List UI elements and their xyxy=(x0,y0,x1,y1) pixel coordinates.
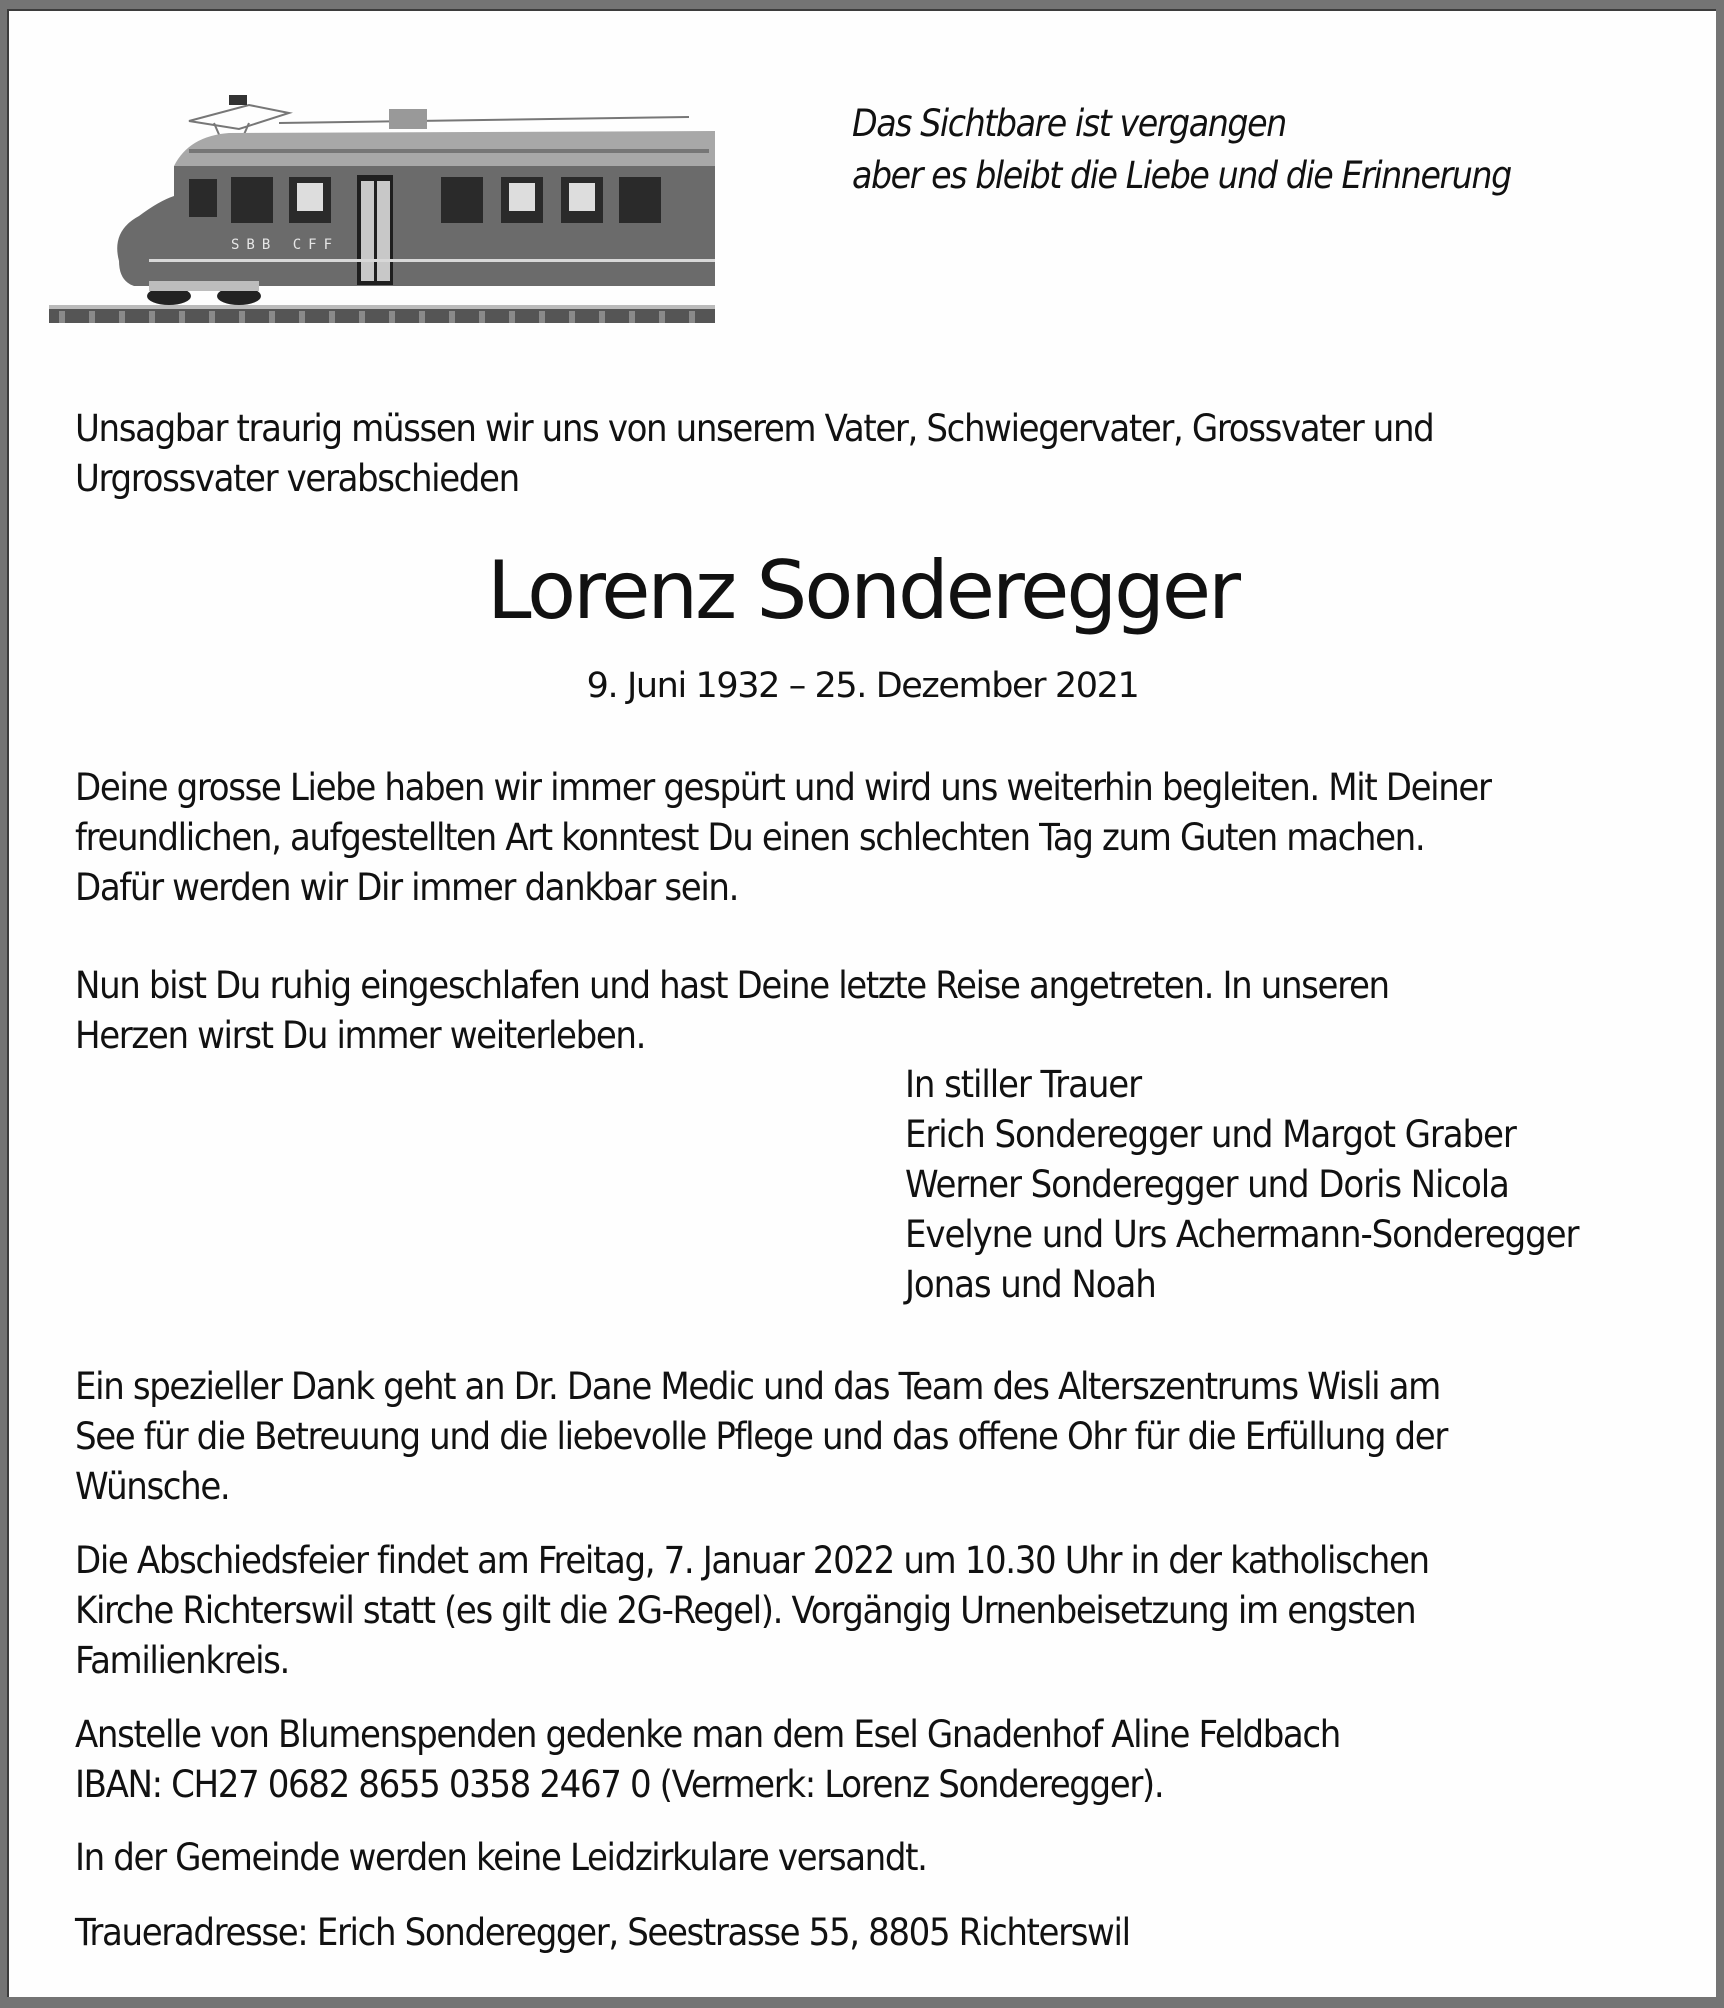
mourner-name: Werner Sonderegger und Doris Nicola xyxy=(905,1163,1509,1206)
paragraph-line: Herzen wirst Du immer weiterleben. xyxy=(75,1014,646,1057)
mourners-heading: In stiller Trauer xyxy=(905,1063,1142,1106)
mourners-list xyxy=(905,1060,1578,1310)
paragraph-line: Familienkreis. xyxy=(75,1639,289,1682)
intro-line: Unsagbar traurig müssen wir uns von unserem Vater, Schwiegervater, Grossvater und xyxy=(75,407,1434,450)
paragraph-line: In der Gemeinde werden keine Leidzirkulare versandt. xyxy=(75,1836,927,1879)
intro-line: Urgrossvater verabschieden xyxy=(75,457,519,500)
paragraph-line: Wünsche. xyxy=(75,1465,230,1508)
paragraph-line: Anstelle von Blumenspenden gedenke man dem Esel Gnadenhof Aline Feldbach xyxy=(75,1713,1340,1756)
deceased-name: Lorenz Sonderegger xyxy=(486,544,1239,637)
address-line: Traueradresse: Erich Sonderegger, Seestrasse 55, 8805 Richterswil xyxy=(75,1911,1130,1954)
motto-line: aber es bleibt die Liebe und die Erinnerung xyxy=(852,154,1511,197)
paragraph-line: Kirche Richterswil statt (es gilt die 2G-Regel). Vorgängig Urnenbeisetzung im engsten xyxy=(75,1589,1416,1632)
mourner-name: Evelyne und Urs Achermann-Sonderegger xyxy=(905,1213,1579,1256)
obituary-page xyxy=(7,9,1716,1997)
paragraph-love xyxy=(75,763,1491,913)
paragraph-ceremony xyxy=(75,1536,1429,1686)
iban-line: IBAN: CH27 0682 8655 0358 2467 0 (Vermerk: Lorenz Sonderegger). xyxy=(75,1763,1164,1806)
mourner-name: Jonas und Noah xyxy=(905,1263,1156,1306)
paragraph-line: Ein spezieller Dank geht an Dr. Dane Medic und das Team des Alterszentrums Wisli am xyxy=(75,1365,1440,1408)
paragraph-circulars xyxy=(75,1833,927,1883)
paragraph-line: freundlichen, aufgestellten Art konntest Du einen schlechten Tag zum Guten machen. xyxy=(75,816,1425,859)
train-illustration xyxy=(49,91,715,331)
mourner-name: Erich Sonderegger und Margot Graber xyxy=(905,1113,1516,1156)
life-dates: 9. Juni 1932 – 25. Dezember 2021 xyxy=(586,666,1139,706)
paragraph-thanks xyxy=(75,1362,1447,1512)
train-lettering: SBB CFF xyxy=(231,237,340,253)
mourning-address xyxy=(75,1908,1130,1958)
paragraph-journey xyxy=(75,961,1389,1061)
intro-text xyxy=(75,404,1433,504)
paragraph-line: Die Abschiedsfeier findet am Freitag, 7. Januar 2022 um 10.30 Uhr in der katholischen xyxy=(75,1539,1429,1582)
paragraph-donations xyxy=(75,1710,1340,1810)
paragraph-line: Deine grosse Liebe haben wir immer gespürt und wird uns weiterhin begleiten. Mit Deiner xyxy=(75,766,1491,809)
paragraph-line: Nun bist Du ruhig eingeschlafen und hast Deine letzte Reise angetreten. In unseren xyxy=(75,964,1389,1007)
paragraph-line: See für die Betreuung und die liebevolle Pflege und das offene Ohr für die Erfüllung der xyxy=(75,1415,1447,1458)
motto-line: Das Sichtbare ist vergangen xyxy=(852,102,1286,145)
motto-quote xyxy=(852,98,1511,202)
paragraph-line: Dafür werden wir Dir immer dankbar sein. xyxy=(75,866,739,909)
